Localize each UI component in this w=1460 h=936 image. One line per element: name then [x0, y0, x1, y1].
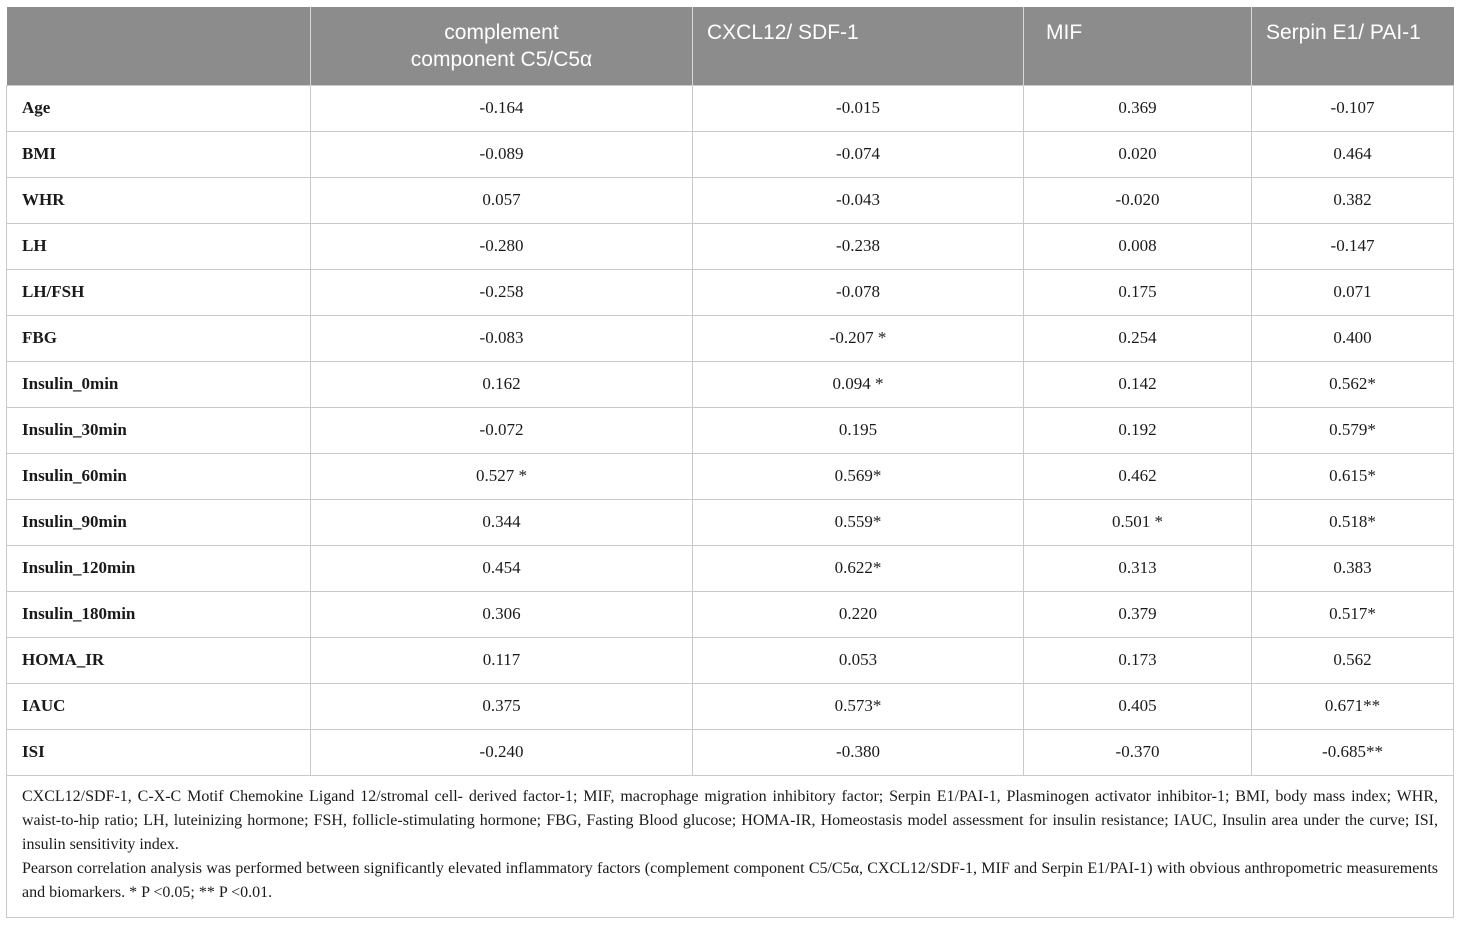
header-empty-cell — [7, 7, 311, 85]
table-cell: 0.375 — [311, 683, 693, 729]
row-label: FBG — [7, 315, 311, 361]
table-row — [7, 729, 1454, 775]
table-cell: 0.383 — [1252, 545, 1454, 591]
table-cell: 0.094 * — [693, 361, 1024, 407]
table-cell: 0.306 — [311, 591, 693, 637]
table-cell: 0.369 — [1024, 85, 1252, 131]
table-cell: 0.053 — [693, 637, 1024, 683]
table-cell: -0.147 — [1252, 223, 1454, 269]
table-row — [7, 361, 1454, 407]
table-cell: 0.462 — [1024, 453, 1252, 499]
table-cell: -0.370 — [1024, 729, 1252, 775]
table-cell: 0.579* — [1252, 407, 1454, 453]
row-label: Insulin_0min — [7, 361, 311, 407]
header-row — [7, 7, 1454, 85]
table-cell: -0.083 — [311, 315, 693, 361]
table-cell: 0.622* — [693, 545, 1024, 591]
footnote-method: Pearson correlation analysis was performed between significantly elevated inflammatory factors (complement component C5/C5α, CXCL12/SDF-1, MIF and Serpin E1/PAI-1) with obvious anthropometric measurements and biomarkers. * P <0.05; ** P <0.01. — [22, 859, 1438, 901]
row-label: LH/FSH — [7, 269, 311, 315]
correlation-table-container — [6, 7, 1453, 918]
row-label: BMI — [7, 131, 311, 177]
table-cell: 0.517* — [1252, 591, 1454, 637]
table-cell: -0.020 — [1024, 177, 1252, 223]
table-cell: 0.615* — [1252, 453, 1454, 499]
table-cell: 0.464 — [1252, 131, 1454, 177]
header-mif: MIF — [1024, 7, 1252, 85]
correlation-table — [6, 7, 1454, 918]
table-cell: 0.020 — [1024, 131, 1252, 177]
row-label: HOMA_IR — [7, 637, 311, 683]
table-cell: 0.008 — [1024, 223, 1252, 269]
table-row — [7, 591, 1454, 637]
table-cell: -0.380 — [693, 729, 1024, 775]
table-body — [7, 85, 1454, 775]
header-c5 — [311, 7, 693, 85]
table-cell: 0.071 — [1252, 269, 1454, 315]
table-cell: 0.142 — [1024, 361, 1252, 407]
header-serpin: Serpin E1/ PAI-1 — [1252, 7, 1454, 85]
table-row — [7, 131, 1454, 177]
table-cell: 0.573* — [693, 683, 1024, 729]
table-row — [7, 223, 1454, 269]
table-cell: -0.240 — [311, 729, 693, 775]
table-cell: 0.527 * — [311, 453, 693, 499]
table-cell: -0.258 — [311, 269, 693, 315]
table-footnote — [7, 775, 1454, 917]
table-cell: -0.078 — [693, 269, 1024, 315]
table-cell: 0.344 — [311, 499, 693, 545]
table-cell: -0.015 — [693, 85, 1024, 131]
table-cell: 0.454 — [311, 545, 693, 591]
table-cell: 0.057 — [311, 177, 693, 223]
table-row — [7, 269, 1454, 315]
table-cell: 0.254 — [1024, 315, 1252, 361]
table-cell: 0.162 — [311, 361, 693, 407]
table-cell: -0.074 — [693, 131, 1024, 177]
table-cell: 0.192 — [1024, 407, 1252, 453]
header-c5-line1: complement — [444, 21, 559, 44]
row-label: IAUC — [7, 683, 311, 729]
table-cell: -0.238 — [693, 223, 1024, 269]
table-row — [7, 85, 1454, 131]
table-cell: 0.173 — [1024, 637, 1252, 683]
table-row — [7, 637, 1454, 683]
table-cell: -0.280 — [311, 223, 693, 269]
table-row — [7, 315, 1454, 361]
row-label: WHR — [7, 177, 311, 223]
table-cell: 0.195 — [693, 407, 1024, 453]
table-cell: 0.175 — [1024, 269, 1252, 315]
table-row — [7, 177, 1454, 223]
table-cell: 0.400 — [1252, 315, 1454, 361]
row-label: Insulin_60min — [7, 453, 311, 499]
table-cell: 0.405 — [1024, 683, 1252, 729]
table-cell: 0.559* — [693, 499, 1024, 545]
table-row — [7, 545, 1454, 591]
row-label: Insulin_90min — [7, 499, 311, 545]
footnote-abbreviations: CXCL12/SDF-1, C-X-C Motif Chemokine Ligand 12/stromal cell- derived factor-1; MIF, macrophage migration inhibitory factor; Serpin E1/PAI-1, Plasminogen activator inhibitor-1; BMI, body mass index; WHR, waist-to-hip ratio; LH, luteinizing hormone; FSH, follicle-stimulating hormone; FBG, Fasting Blood glucose; HOMA-IR, Homeostasis model assessment for insulin resistance; IAUC, Insulin area under the curve; ISI, insulin sensitivity index. — [22, 787, 1438, 853]
table-cell: -0.043 — [693, 177, 1024, 223]
table-cell: 0.569* — [693, 453, 1024, 499]
header-cxcl12: CXCL12/ SDF-1 — [693, 7, 1024, 85]
table-row — [7, 499, 1454, 545]
table-row — [7, 683, 1454, 729]
row-label: Insulin_120min — [7, 545, 311, 591]
row-label: Insulin_30min — [7, 407, 311, 453]
row-label: Insulin_180min — [7, 591, 311, 637]
row-label: LH — [7, 223, 311, 269]
table-cell: 0.382 — [1252, 177, 1454, 223]
row-label: ISI — [7, 729, 311, 775]
table-cell: -0.207 * — [693, 315, 1024, 361]
table-row — [7, 453, 1454, 499]
table-cell: 0.220 — [693, 591, 1024, 637]
table-cell: -0.685** — [1252, 729, 1454, 775]
table-cell: -0.164 — [311, 85, 693, 131]
table-cell: 0.518* — [1252, 499, 1454, 545]
table-cell: 0.313 — [1024, 545, 1252, 591]
header-c5-line2: component C5/C5α — [410, 48, 593, 71]
table-row — [7, 407, 1454, 453]
table-cell: 0.117 — [311, 637, 693, 683]
table-cell: -0.089 — [311, 131, 693, 177]
table-header — [7, 7, 1454, 85]
table-cell: -0.072 — [311, 407, 693, 453]
row-label: Age — [7, 85, 311, 131]
table-cell: 0.562 — [1252, 637, 1454, 683]
footnote-row — [7, 775, 1454, 917]
table-cell: 0.562* — [1252, 361, 1454, 407]
table-cell: -0.107 — [1252, 85, 1454, 131]
table-cell: 0.379 — [1024, 591, 1252, 637]
table-cell: 0.671** — [1252, 683, 1454, 729]
table-cell: 0.501 * — [1024, 499, 1252, 545]
